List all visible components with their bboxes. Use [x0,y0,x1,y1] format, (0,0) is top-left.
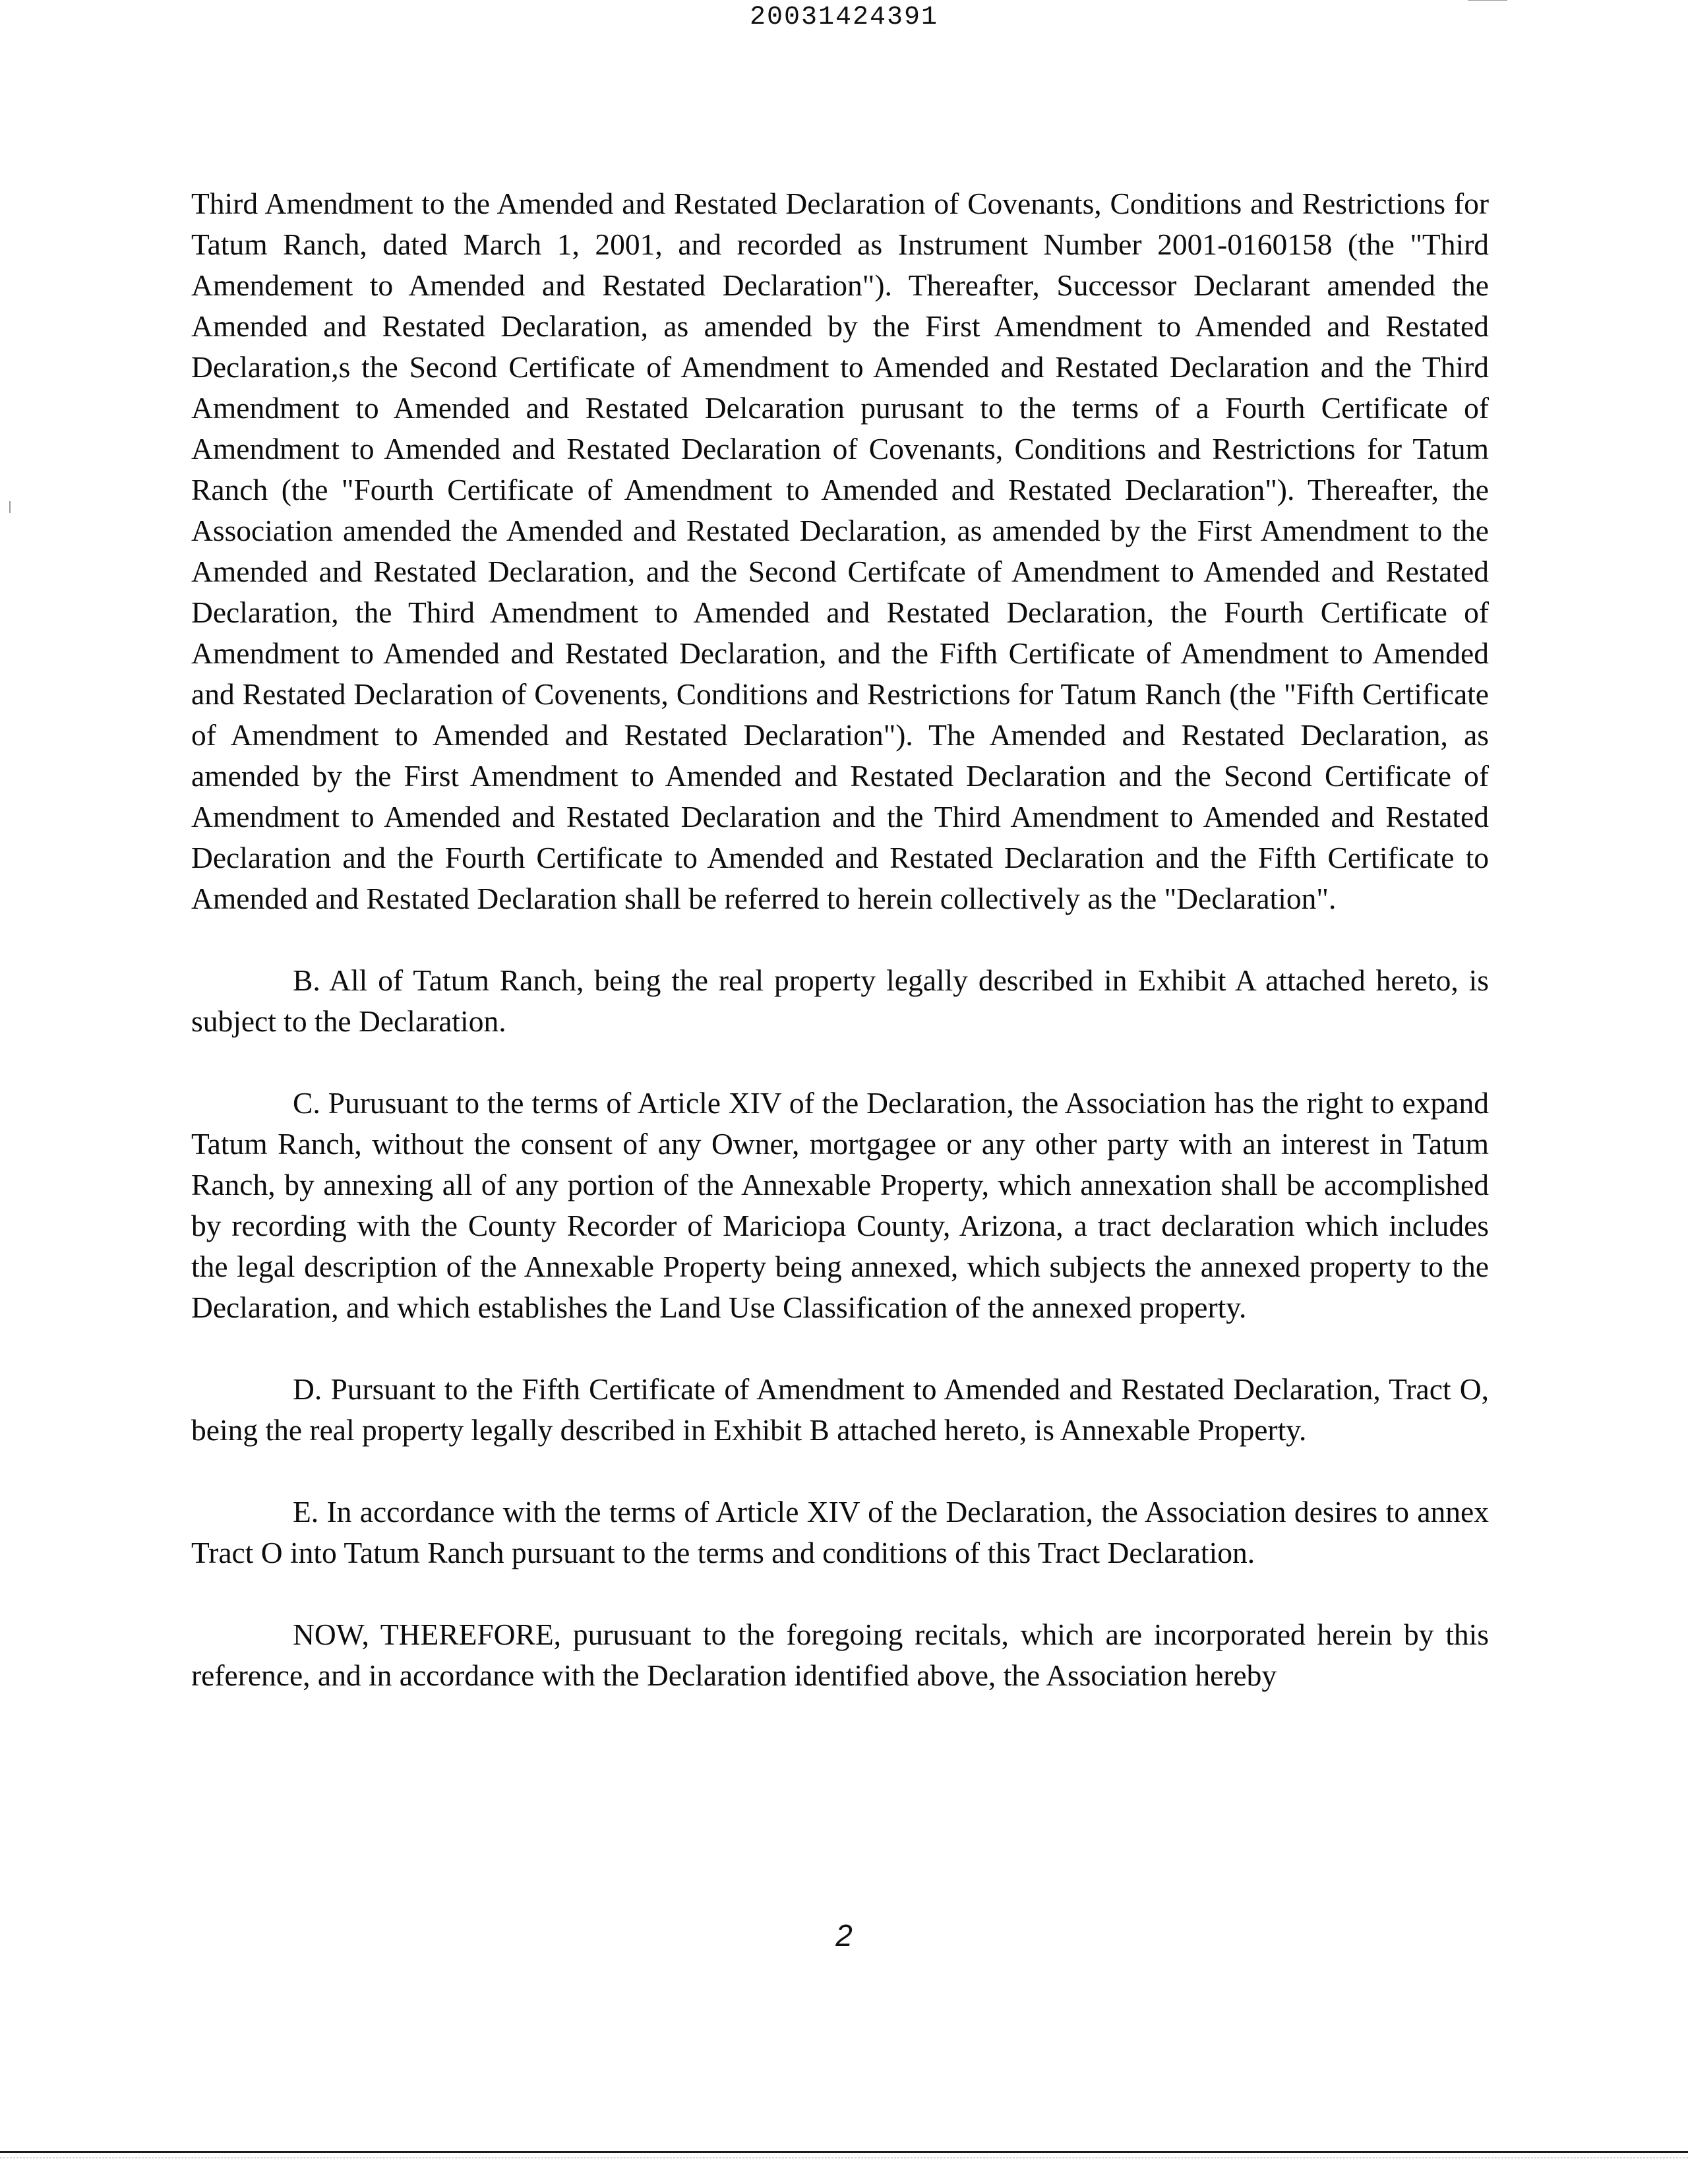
bottom-rule [0,2151,1688,2153]
document-body [191,183,1489,1696]
page-number: 2 [835,1918,853,1953]
paragraph-e: E. In accordance with the terms of Article XIV of the Declaration, the Association desires to annex Tract O into Tatum Ranch pursuant to the terms and conditions of this Tract Declaration. [191,1495,1489,1569]
scan-mark-top-right [1468,0,1507,1]
scan-mark-left [9,501,11,513]
paragraph-now-therefore: NOW, THEREFORE, purusuant to the foregoing recitals, which are incorporated herein by this reference, and in accordance with the Declaration identified above, the Association hereby [191,1618,1489,1692]
recording-number: 20031424391 [749,3,939,32]
paragraph-d: D. Pursuant to the Fifth Certificate of Amendment to Amended and Restated Declaration, Tract O, being the real property legally described in Exhibit B attached hereto, is Annexable Property. [191,1372,1489,1447]
paragraph-c: C. Purusuant to the terms of Article XIV of the Declaration, the Association has the right to expand Tatum Ranch, without the consent of any Owner, mortgagee or any other party with an interest in Tatum Ranch, by annexing all of any portion of the Annexable Property, which annexation shall be accomplished by recording with the County Recorder of Mariciopa County, Arizona, a tract declaration which includes the legal description of the Annexable Property being annexed, which subjects the annexed property to the Declaration, and which establishes the Land Use Classification of the annexed property. [191,1086,1489,1324]
paragraph-b: B. All of Tatum Ranch, being the real property legally described in Exhibit A attached hereto, is subject to the Declaration. [191,963,1489,1038]
paragraph-continued: Third Amendment to the Amended and Restated Declaration of Covenants, Conditions and Restrictions for Tatum Ranch, dated March 1, 2001, and recorded as Instrument Number 2001-0160158 (the "Third Amendement to Amended and Restated Declaration"). Thereafter, Successor Declarant amended the Amended and Restated Declaration, as amended by the First Amendment to Amended and Restated Declaration,s the Second Certificate of Amendment to Amended and Restated Declaration and the Third Amendment to Amended and Restated Delcaration purusant to the terms of a Fourth Certificate of Amendment to Amended and Restated Declaration of Covenants, Conditions and Restrictions for Tatum Ranch (the "Fourth Certificate of Amendment to Amended and Restated Declaration"). Thereafter, the Association amended the Amended and Restated Declaration, as amended by the First Amendment to the Amended and Restated Declaration, and the Second Certifcate of Amendment to Amended and Restated Declaration, the Third Amendment to Amended and Restated Declaration, the Fourth Certificate of Amendment to Amended and Restated Declaration, and the Fifth Certificate of Amendment to Amended and Restated Declaration of Covenents, Conditions and Restrictions for Tatum Ranch (the "Fifth Certificate of Amendment to Amended and Restated Declaration"). The Amended and Restated Declaration, as amended by the First Amendment to Amended and Restated Declaration and the Second Certificate of Amendment to Amended and Restated Declaration and the Third Amendment to Amended and Restated Declaration and the Fourth Certificate to Amended and Restated Declaration and the Fifth Certificate to Amended and Restated Declaration shall be referred to herein collectively as the "Declaration". [191,187,1489,915]
